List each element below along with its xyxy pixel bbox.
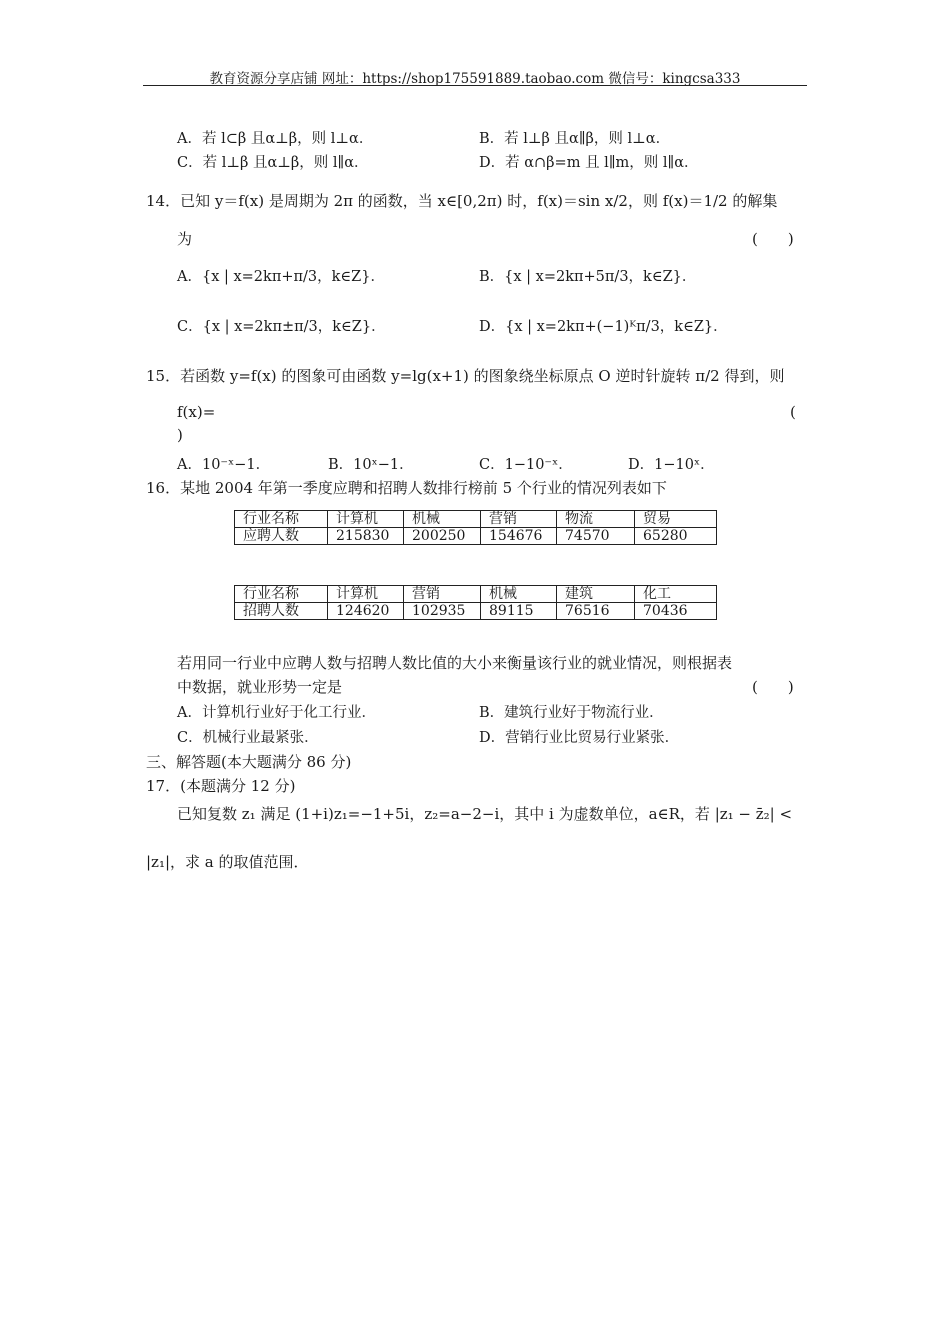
table-cell: 营销: [404, 586, 481, 603]
table-cell: 102935: [404, 603, 481, 620]
q16-paragraph-line-2: 中数据，就业形势一定是: [177, 678, 343, 696]
table-cell: 物流: [557, 511, 635, 528]
q15-option-a: A．10⁻ˣ−1．: [177, 457, 271, 473]
q17-title: 17．(本题满分 12 分): [146, 777, 296, 795]
q17-line-1: 已知复数 z₁ 满足 (1+i)z₁=−1+5i，z₂=a−2−i，其中 i 为虚数单位，a∈R，若 |z₁ − z̄₂| <: [177, 805, 793, 823]
table-cell: 124620: [328, 603, 404, 620]
table-row: [235, 603, 717, 620]
table-header-row: [235, 586, 717, 603]
q14-option-c: C．{x | x=2kπ±π/3，k∈Z}．: [177, 319, 386, 335]
q16-paragraph-line-1: 若用同一行业中应聘人数与招聘人数比值的大小来衡量该行业的就业情况，则根据表: [177, 654, 733, 672]
table-row: [235, 528, 717, 545]
q15-option-b: B．10ˣ−1．: [328, 457, 414, 473]
table-cell: 74570: [557, 528, 635, 545]
q17-line-2: |z₁|，求 a 的取值范围．: [146, 853, 309, 871]
q14-option-b: B．{x | x=2kπ+5π/3，k∈Z}．: [479, 269, 697, 285]
table-cell: 机械: [481, 586, 557, 603]
table-cell: 化工: [635, 586, 717, 603]
table-cell: 贸易: [635, 511, 717, 528]
q13-option-d: D．若 α∩β=m 且 l∥m，则 l∥α．: [479, 155, 699, 171]
table-cell: 机械: [404, 511, 481, 528]
q15-stem: 15．若函数 y=f(x) 的图象可由函数 y=lg(x+1) 的图象绕坐标原点 O 逆时针旋转 π/2 得到，则: [146, 367, 785, 385]
q16-answer-blank: ( ): [752, 678, 794, 696]
q15-option-d: D．1−10ˣ．: [628, 457, 715, 473]
table-cell: 215830: [328, 528, 404, 545]
q15-option-c: C．1−10⁻ˣ．: [479, 457, 573, 473]
q16-stem: 16．某地 2004 年第一季度应聘和招聘人数排行榜前 5 个行业的情况列表如下: [146, 479, 667, 497]
q15-paren-close: ): [177, 426, 183, 444]
q16-option-a: A．计算机行业好于化工行业．: [177, 705, 376, 721]
q14-stem-continued: 为: [177, 230, 193, 248]
q16-option-d: D．营销行业比贸易行业紧张．: [479, 730, 680, 746]
table-cell: 70436: [635, 603, 717, 620]
q16-option-b: B．建筑行业好于物流行业．: [479, 705, 664, 721]
applicants-table: [234, 510, 717, 545]
q13-option-c: C．若 l⊥β 且α⊥β，则 l∥α．: [177, 155, 369, 171]
q15-stem-continued: f(x)=: [177, 403, 216, 421]
q14-option-d: D．{x | x=2kπ+(−1)ᴷπ/3，k∈Z}．: [479, 319, 728, 335]
table-cell: 行业名称: [235, 586, 328, 603]
table-cell: 招聘人数: [235, 603, 328, 620]
table-cell: 计算机: [328, 586, 404, 603]
table-cell: 应聘人数: [235, 528, 328, 545]
q14-answer-blank: ( ): [752, 230, 794, 248]
table-cell: 建筑: [557, 586, 635, 603]
table-cell: 营销: [481, 511, 557, 528]
openings-table: [234, 585, 717, 620]
table-cell: 计算机: [328, 511, 404, 528]
page-header: 教育资源分享店铺 网址：https://shop175591889.taobao.com 微信号：kingcsa333: [209, 71, 741, 87]
q13-option-a: A．若 l⊂β 且α⊥β，则 l⊥α．: [177, 131, 374, 147]
table-cell: 行业名称: [235, 511, 328, 528]
section-heading: 三、解答题(本大题满分 86 分): [146, 753, 352, 771]
table-cell: 89115: [481, 603, 557, 620]
q13-option-b: B．若 l⊥β 且α∥β，则 l⊥α．: [479, 131, 671, 147]
q15-paren-open: (: [790, 403, 796, 421]
q16-option-c: C．机械行业最紧张．: [177, 730, 319, 746]
header-divider: [143, 85, 807, 86]
table-header-row: [235, 511, 717, 528]
q14-stem: 14．已知 y＝f(x) 是周期为 2π 的函数，当 x∈[0,2π) 时，f(x)＝sin x/2，则 f(x)＝1/2 的解集: [146, 192, 778, 210]
table-cell: 76516: [557, 603, 635, 620]
table-cell: 200250: [404, 528, 481, 545]
table-cell: 65280: [635, 528, 717, 545]
q14-option-a: A．{x | x=2kπ+π/3，k∈Z}．: [177, 269, 385, 285]
table-cell: 154676: [481, 528, 557, 545]
